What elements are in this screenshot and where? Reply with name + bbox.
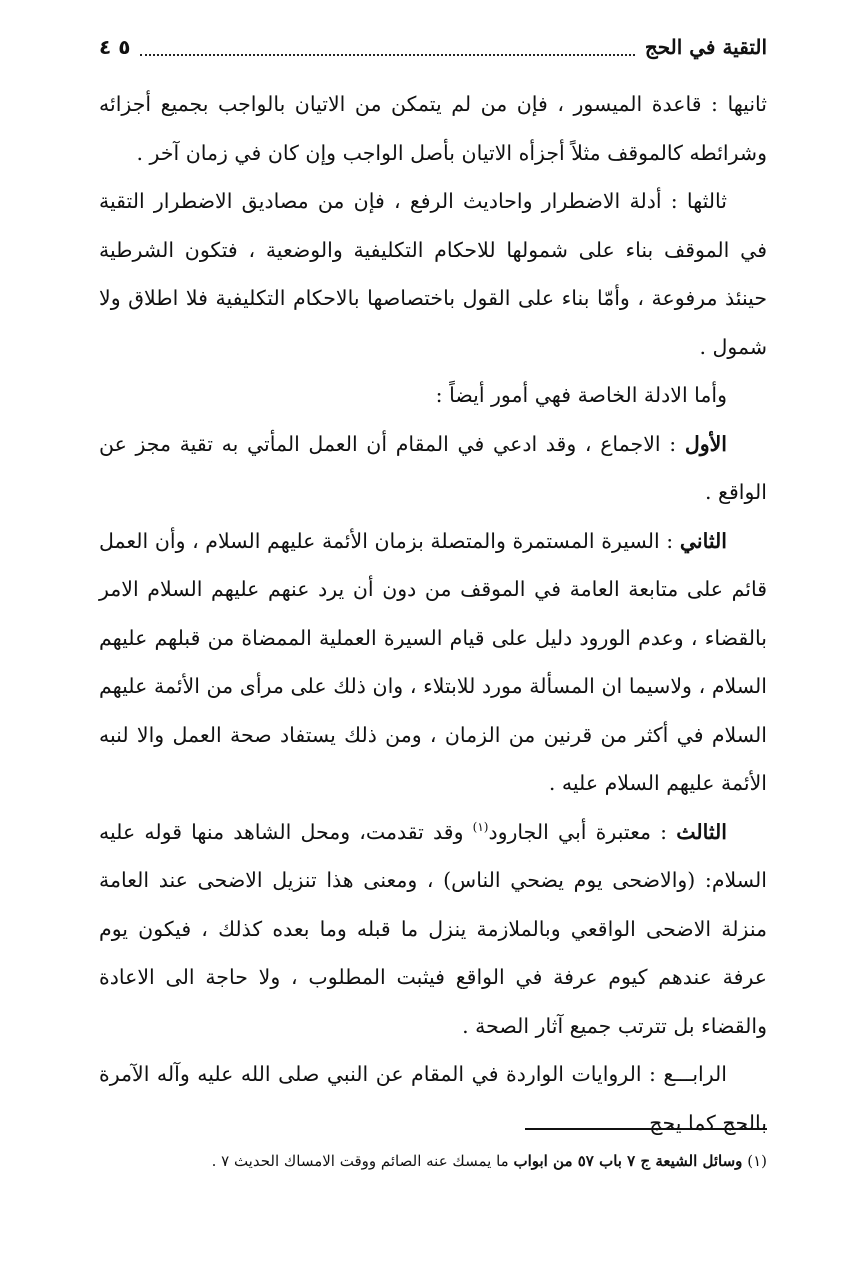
paragraph-text: ثانيها : قاعدة الميسور ، فإن من لم يتمكن من الاتيان بالواجب بجميع أجزائه وشرائطه كالموقف مثلاً أجزأه الاتيان بأصل الواجب وإن كان في زمان آخر . [99,92,767,165]
paragraph-text: : الروايات الواردة في المقام عن النبي صلى الله عليه وآله الآمرة بالحج كما يحج [99,1062,767,1135]
paragraph-3 [99,371,767,420]
header-dot-leader [140,46,634,56]
paragraph-lead: الرابـــع [663,1062,727,1086]
paragraph-text-continued: وقد تقدمت، ومحل الشاهد منها قوله عليه السلام: (والاضحى يوم يضحي الناس) ، ومعنى هذا تنزيل الاضحى عند العامة منزلة الاضحى الواقعي وبالملازمة ينزل ما قبله وما بعده كذلك ، فيكون يوم عرفة عندهم كيوم عرفة في الواقع فيثبت المطلوب ، ولا حاجة الى الاعادة والقضاء بل تترتب جميع آثار الصحة . [99,819,767,1038]
paragraph-1 [99,80,767,177]
footnote [99,1148,767,1174]
paragraph-7 [99,1050,767,1147]
paragraph-text: : الاجماع ، وقد ادعي في المقام أن العمل المأتي به تقية مجز عن الواقع . [99,431,767,504]
paragraph-2 [99,177,767,371]
running-title: التقية في الحج [644,35,767,59]
footnote-reference: (١) [472,819,489,834]
running-header [99,30,767,64]
footnote-source: وسائل الشيعة ج ٧ باب ٥٧ من ابواب [513,1152,743,1170]
footnote-marker: (١) [747,1152,767,1170]
paragraph-lead: الأول [684,431,727,456]
page-number: ٥ ٤ [99,35,131,59]
body-text [99,80,767,1147]
paragraph-5 [99,517,767,808]
paragraph-text: : السيرة المستمرة والمتصلة بزمان الأئمة عليهم السلام ، وأن العمل قائم على متابعة العامة في الموقف من دون أن يرد عنهم عليهم السلام الامر بالقضاء ، وعدم الورود دليل على قيام السيرة العملية الممضاة من قبلهم عليهم السلام ، ولاسيما ان المسألة مورد للابتلاء ، وان ذلك على مرأى من الأئمة عليهم السلام في أكثر من قرنين من الزمان ، ومن ذلك يستفاد صحة العمل والا لنبه الأئمة عليهم السلام عليه . [99,528,767,795]
paragraph-6 [99,808,767,1051]
paragraph-text: وأما الادلة الخاصة فهي أمور أيضاً : [435,383,727,407]
footnote-text: ما يمسك عنه الصائم ووقت الامساك الحديث ٧ . [211,1152,514,1170]
paragraph-4 [99,420,767,517]
paragraph-lead: الثاني [679,528,727,553]
paragraph-lead: الثالث [676,819,727,844]
footnote-separator [525,1128,767,1130]
paragraph-text: ثالثها : أدلة الاضطرار واحاديث الرفع ، فإن من مصاديق الاضطرار التقية في الموقف بناء على شمولها للاحكام التكليفية والوضعية ، فتكون الشرطية حينئذ مرفوعة ، وأمّا بناء على القول باختصاصها بالاحكام التكليفية فلا اطلاق ولا شمول . [99,189,767,359]
paragraph-text: : معتبرة أبي الجارود [488,819,677,844]
